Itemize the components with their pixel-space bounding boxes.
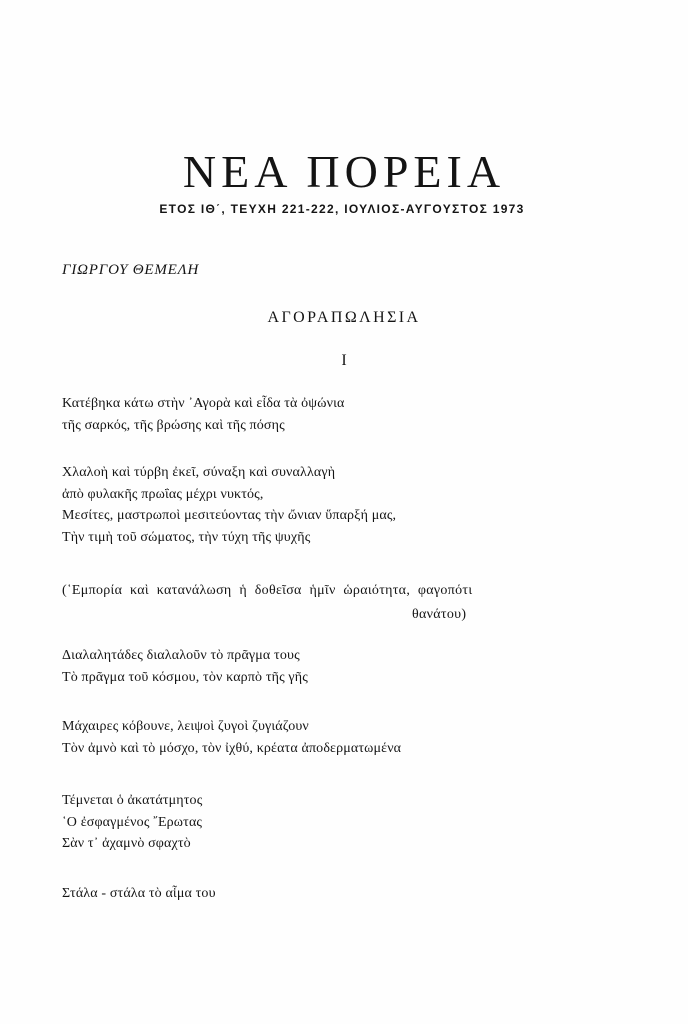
journal-masthead: ΝΕΑ ΠΟΡΕΙΑ [182,146,506,197]
stanza-5 [62,790,662,855]
author-name: ΓΙΩΡΓΟΥ ΘΕΜΕΛΗ [62,262,200,278]
aside-line: θανάτου) [412,607,467,622]
stanza-2 [62,462,662,548]
poem-line: Τὸ πρᾶγμα τοῦ κόσμου, τὸν καρπὸ τῆς γῆς [62,669,308,685]
poem-line: τῆς σαρκός, τῆς βρώσης καὶ τῆς πόσης [62,417,285,433]
issue-info: ΕΤΟΣ ΙΘ΄, ΤΕΥΧΗ 221-222, ΙΟΥΛΙΟΣ-ΑΥΓΟΥΣΤΟΣ 1973 [159,202,525,216]
poem-line: ἀπὸ φυλακῆς πρωΐας μέχρι νυκτός, [62,486,264,502]
stanza-1 [62,393,662,436]
poem-line: Μεσίτες, μαστρωποὶ μεσιτεύοντας τὴν ὤνιαν ὕπαρξή μας, [62,508,397,523]
poem-line: Τέμνεται ὁ ἀκατάτμητος [62,793,203,808]
parenthetical-aside [62,579,662,627]
stanza-4 [62,716,662,759]
poem-line: Σὰν τ᾿ ἀχαμνὸ σφαχτὸ [62,836,191,851]
poem-line: Διαλαλητάδες διαλαλοῦν τὸ πρᾶγμα τους [62,648,300,663]
poem-line: Τὴν τιμὴ τοῦ σώματος, τὴν τύχη τῆς ψυχῆς [62,529,311,545]
stanza-3 [62,645,662,688]
stanza-6 [62,883,662,905]
poem-line: Τὸν ἀμνὸ καὶ τὸ μόσχο, τὸν ἰχθύ, κρέατα ἀποδερματωμένα [62,740,402,756]
poem-title: ΑΓΟΡΑΠΩΛΗΣΙΑ [267,309,421,326]
aside-line: (῾Εμπορία καὶ κατανάλωση ἡ δοθεῖσα ἡμῖν ὡραιότητα, φαγοπότι [62,583,473,598]
poem-line: Χλαλοὴ καὶ τύρβη ἐκεῖ, σύναξη καὶ συναλλαγὴ [62,465,336,480]
poem-line: Στάλα - στάλα τὸ αἷμα του [62,886,216,901]
poem-line: ῾Ο ἐσφαγμένος ῎Ερωτας [62,814,203,830]
poem-line: Μάχαιρες κόβουνε, λειψοὶ ζυγοὶ ζυγιάζουν [62,719,309,734]
section-number: Ι [341,352,347,369]
poem-line: Κατέβηκα κάτω στὴν ᾿Αγορὰ καὶ εἶδα τὰ ὀψώνια [62,396,345,411]
